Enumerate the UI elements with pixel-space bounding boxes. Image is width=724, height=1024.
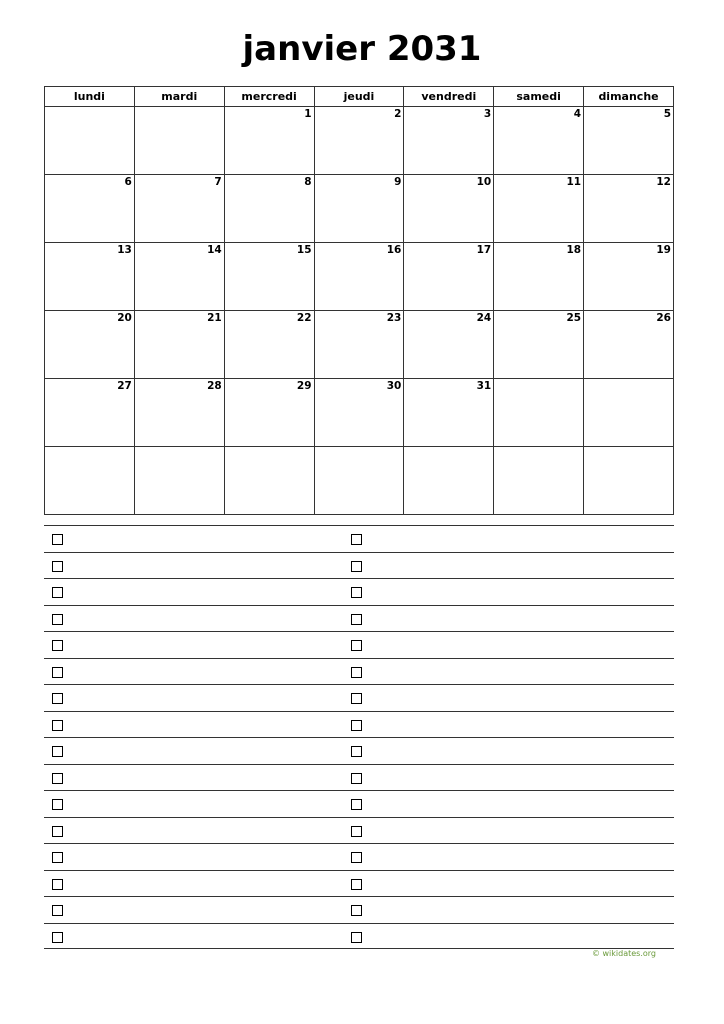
day-number [45,447,134,448]
day-number: 27 [117,380,132,392]
day-number: 25 [566,312,582,324]
day-cell[interactable] [314,447,404,515]
day-cell[interactable] [314,311,404,379]
weekday-header: vendredi [404,87,494,107]
day-number [315,447,404,448]
day-number [135,107,224,108]
page-title: janvier 2031 [242,29,482,69]
task-checkbox[interactable] [52,587,63,598]
task-row [44,525,674,552]
day-cell[interactable] [584,175,674,243]
day-number: 28 [207,380,222,392]
day-cell[interactable] [224,243,314,311]
day-number: 23 [386,312,402,324]
task-row [44,658,674,685]
day-number: 11 [566,176,582,188]
day-number: 31 [476,380,492,392]
day-cell[interactable] [404,243,494,311]
day-number: 29 [296,380,312,392]
day-number: 10 [476,176,492,188]
day-number: 19 [656,244,671,256]
calendar-week-row [45,311,674,379]
day-number: 18 [566,244,582,256]
task-checkbox[interactable] [351,746,362,757]
day-cell[interactable] [494,107,584,175]
day-cell[interactable] [404,379,494,447]
day-cell[interactable] [494,175,584,243]
day-number: 21 [207,312,222,324]
day-number: 14 [207,244,222,256]
task-checkbox[interactable] [52,720,63,731]
day-cell[interactable] [224,107,314,175]
task-checkbox[interactable] [351,826,362,837]
day-number [225,447,314,448]
task-checkbox[interactable] [351,932,362,943]
day-number [584,447,673,448]
task-checkbox[interactable] [52,693,63,704]
day-number: 12 [656,176,671,188]
day-cell[interactable] [404,107,494,175]
task-checkbox[interactable] [52,667,63,678]
day-number: 9 [394,176,402,188]
day-cell[interactable] [494,243,584,311]
day-number [135,447,224,448]
task-checkbox[interactable] [351,667,362,678]
day-number: 16 [386,244,402,256]
task-checkbox[interactable] [52,799,63,810]
day-number: 22 [296,312,312,324]
task-row [44,578,674,605]
day-cell[interactable] [134,107,224,175]
day-cell[interactable] [404,175,494,243]
task-row [44,684,674,711]
task-row [44,552,674,579]
day-number: 6 [124,176,132,188]
day-number [494,379,583,380]
day-cell[interactable] [314,379,404,447]
day-number: 26 [656,312,671,324]
task-checkbox[interactable] [351,614,362,625]
day-number: 1 [304,108,312,120]
task-checkbox[interactable] [52,932,63,943]
day-cell[interactable] [134,311,224,379]
task-checkbox[interactable] [351,852,362,863]
day-number: 20 [117,312,132,324]
task-checkbox[interactable] [52,852,63,863]
day-cell[interactable] [584,243,674,311]
day-cell[interactable] [584,379,674,447]
calendar-week-row [45,107,674,175]
task-row [44,870,674,897]
day-cell[interactable] [584,447,674,515]
weekday-header: lundi [45,87,135,107]
day-cell[interactable] [134,447,224,515]
day-number: 13 [117,244,132,256]
day-cell[interactable] [314,243,404,311]
task-checklist [44,525,674,949]
weekday-header: samedi [494,87,584,107]
day-cell[interactable] [224,447,314,515]
task-checkbox[interactable] [351,693,362,704]
task-row [44,923,674,950]
day-cell[interactable] [134,175,224,243]
day-number [584,379,673,380]
day-cell[interactable] [45,243,135,311]
task-row [44,817,674,844]
day-cell[interactable] [584,311,674,379]
day-number: 8 [304,176,312,188]
day-cell[interactable] [134,243,224,311]
day-number: 3 [483,108,492,120]
task-row [44,737,674,764]
task-checkbox[interactable] [351,799,362,810]
calendar-week-row [45,175,674,243]
day-number: 24 [476,312,492,324]
day-cell[interactable] [45,311,135,379]
task-checkbox[interactable] [351,905,362,916]
task-row [44,896,674,923]
task-checkbox[interactable] [52,905,63,916]
weekday-header: dimanche [584,87,674,107]
task-row [44,711,674,738]
day-cell[interactable] [314,175,404,243]
day-number: 17 [476,244,492,256]
day-number: 15 [296,244,312,256]
calendar-week-row [45,379,674,447]
task-checkbox[interactable] [52,826,63,837]
day-cell[interactable] [45,379,135,447]
weekday-header: mardi [134,87,224,107]
weekday-header-row [45,87,674,107]
task-checkbox[interactable] [52,773,63,784]
day-cell[interactable] [224,175,314,243]
task-checkbox[interactable] [52,640,63,651]
day-cell[interactable] [314,107,404,175]
day-number [45,107,134,108]
task-checkbox[interactable] [351,640,362,651]
day-cell[interactable] [584,107,674,175]
calendar-week-row [45,243,674,311]
task-checkbox[interactable] [351,879,362,890]
day-number: 5 [663,108,671,120]
day-cell[interactable] [494,311,584,379]
day-cell[interactable] [494,379,584,447]
day-number: 2 [394,108,402,120]
day-number [494,447,583,448]
task-row [44,843,674,870]
task-checkbox[interactable] [52,879,63,890]
day-cell[interactable] [404,447,494,515]
weekday-header: jeudi [314,87,404,107]
day-number: 4 [573,108,582,120]
task-row [44,605,674,632]
task-checkbox[interactable] [351,720,362,731]
calendar-grid [44,86,674,515]
day-cell[interactable] [134,379,224,447]
task-row [44,764,674,791]
day-cell[interactable] [404,311,494,379]
task-checkbox[interactable] [351,587,362,598]
task-checkbox[interactable] [351,534,362,545]
day-number: 30 [386,380,402,392]
task-checkbox[interactable] [52,746,63,757]
day-cell[interactable] [45,447,135,515]
weekday-header: mercredi [224,87,314,107]
calendar-week-row [45,447,674,515]
task-checkbox[interactable] [351,561,362,572]
day-cell[interactable] [45,107,135,175]
copyright-footer: © wikidates.org [591,949,656,958]
day-number: 7 [214,176,222,188]
day-cell[interactable] [224,311,314,379]
day-cell[interactable] [494,447,584,515]
task-checkbox[interactable] [52,534,63,545]
task-row [44,790,674,817]
day-number [404,447,493,448]
day-cell[interactable] [224,379,314,447]
day-cell[interactable] [45,175,135,243]
task-checkbox[interactable] [351,773,362,784]
task-row [44,631,674,658]
task-checkbox[interactable] [52,614,63,625]
task-checkbox[interactable] [52,561,63,572]
